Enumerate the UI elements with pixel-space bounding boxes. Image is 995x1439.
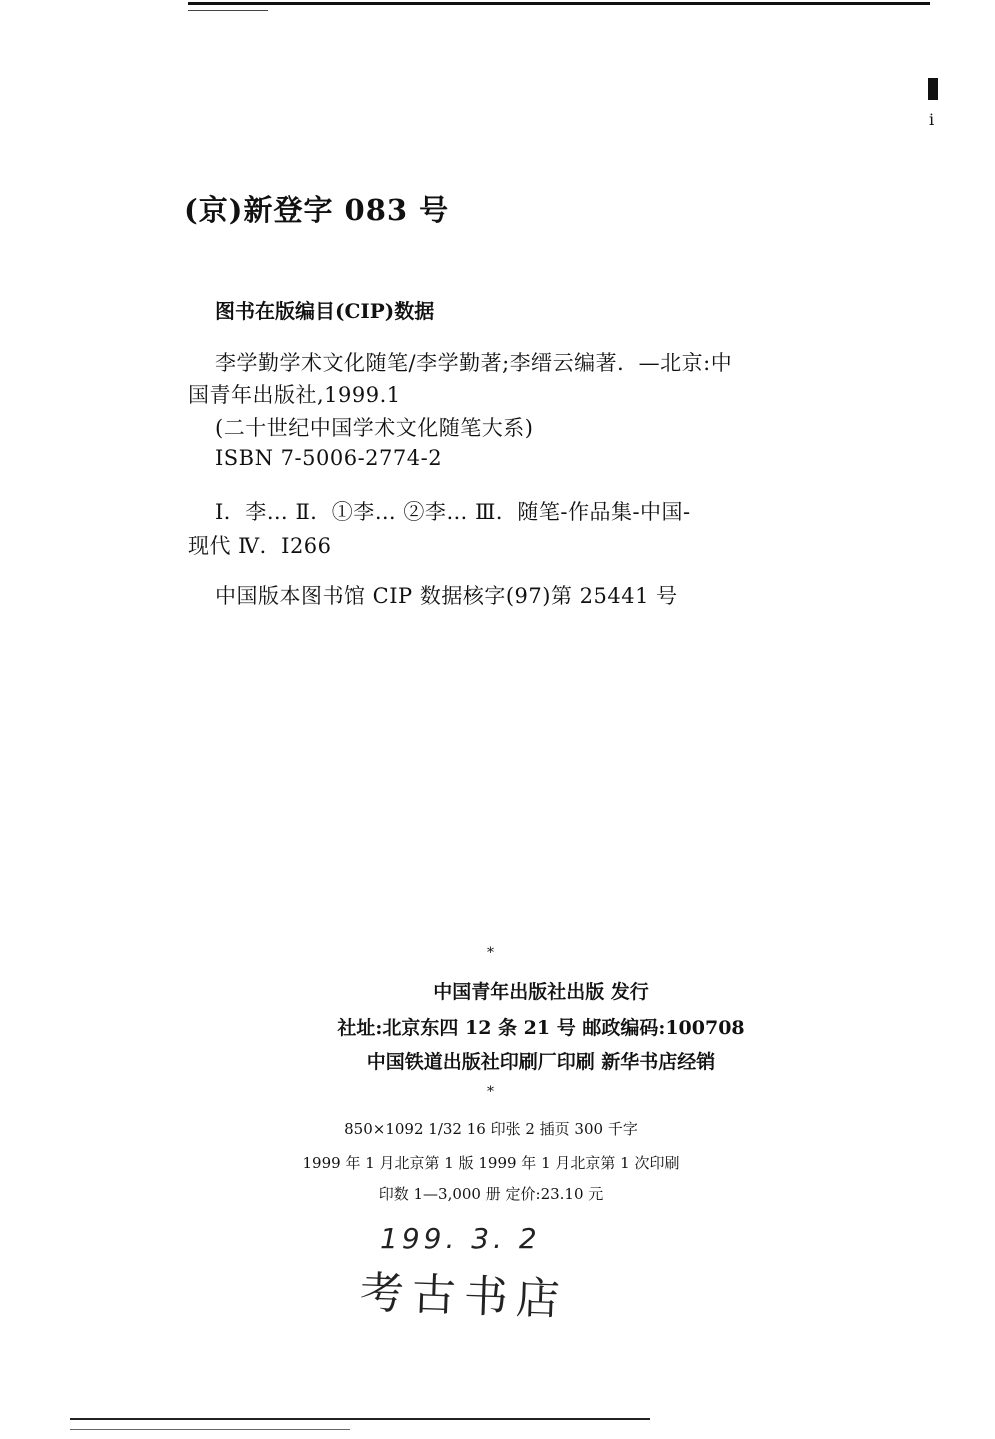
registration-number: (京)新登字 083 号 [184, 193, 450, 227]
bottom-rule [70, 1418, 650, 1420]
cip-line: 国青年出版社,1999.1 [188, 383, 401, 407]
edge-mark [928, 78, 938, 100]
handwritten-bookstore: 考古书店 [359, 1267, 569, 1326]
cip-line: Ⅰ．李… Ⅱ．①李… ②李… Ⅲ．随笔-作品集-中国- [215, 500, 691, 524]
page-marker: i [929, 110, 935, 129]
imprint-printer: 中国铁道出版社印刷厂印刷 新华书店经销 [366, 1051, 716, 1073]
imprint-address: 社址:北京东四 12 条 21 号 邮政编码:100708 [337, 1017, 745, 1039]
separator-star: * [487, 1084, 494, 1100]
cip-check-number: 中国版本图书馆 CIP 数据核字(97)第 25441 号 [215, 584, 678, 608]
separator-star: * [487, 945, 494, 961]
top-rule [188, 2, 930, 5]
imprint-edition: 1999 年 1 月北京第 1 版 1999 年 1 月北京第 1 次印刷 [302, 1154, 680, 1172]
cip-line: 李学勤学术文化随笔/李学勤著;李缙云编著．—北京:中 [215, 351, 733, 375]
handwritten-date: 199. 3. 2 [380, 1222, 541, 1255]
cip-isbn: ISBN 7-5006-2774-2 [215, 446, 443, 470]
bottom-rule-thin [70, 1429, 350, 1430]
cip-heading: 图书在版编目(CIP)数据 [215, 299, 435, 323]
top-rule-thin [188, 10, 268, 11]
cip-line: 现代 Ⅳ．I266 [188, 534, 332, 558]
imprint-publisher: 中国青年出版社出版 发行 [433, 981, 649, 1003]
cip-line: (二十世纪中国学术文化随笔大系) [215, 416, 534, 440]
imprint-print-run: 印数 1—3,000 册 定价:23.10 元 [378, 1185, 604, 1203]
imprint-format: 850×1092 1/32 16 印张 2 插页 300 千字 [344, 1120, 638, 1138]
